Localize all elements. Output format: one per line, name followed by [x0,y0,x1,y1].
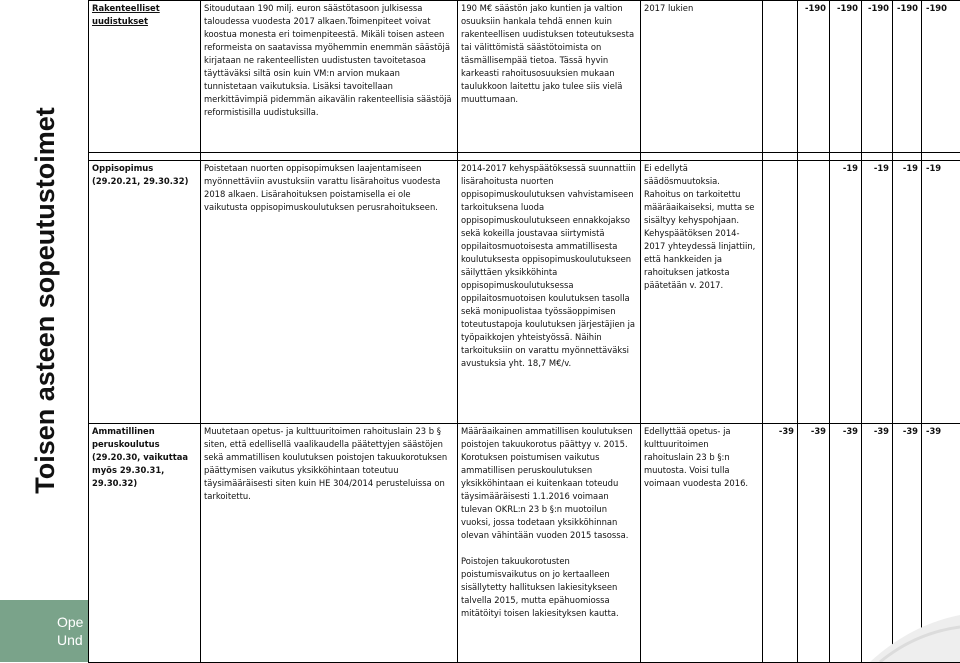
description-cell [201,161,458,424]
year-cell [763,1,798,153]
footer-text-line2: Und [57,632,83,648]
year-cell [830,424,862,663]
justification-cell [458,1,641,153]
year-value: -190 [896,2,918,15]
description-cell [201,1,458,153]
footer-text-line1: Ope [57,614,83,630]
year-value: -39 [833,425,858,438]
measure-name: Rakenteelliset uudistukset [92,2,197,28]
measure-cell [89,1,201,153]
year-value: -19 [926,162,960,175]
measure-cell [89,161,201,424]
side-heading [20,0,70,600]
year-cell [830,1,862,153]
year-cell [830,161,862,424]
year-cell [893,1,922,153]
justification-cell [458,424,641,663]
year-cell [922,161,960,424]
year-cell [798,424,830,663]
year-cell [798,1,830,153]
year-value: -190 [865,2,889,15]
legal-text: 2017 lukien [644,2,759,15]
legal-cell [641,424,763,663]
table-row [89,1,960,153]
measure-cell [89,424,201,663]
measure-name: Ammatillinen peruskoulutus (29.20.30, vaikuttaa myös 29.30.31, 29.30.32) [92,425,197,490]
year-cell [862,1,893,153]
measure-name: Oppisopimus (29.20.21, 29.30.32) [92,162,197,188]
description-text: Sitoudutaan 190 milj. euron säästötasoon julkisessa taloudessa vuodesta 2017 alkaen.Toimenpiteet voivat koostua monesta eri toimenpiteestä. Mikäli toisen asteen reformeista on saatavissa myöhemmin enemmän säästöjä kirjataan ne rakenteellisten uudistusten tavoitetasoa täyttäväksi siltä osin kuin VM:n arvion mukaan tunnistetaan vaikutuksia. Lisäksi tavoitellaan merkittävimpiä pidemmän aikavälin rakenteellisia säästöjä reformistisilla uudistuksilla. [204,2,454,119]
justification-text: 2014-2017 kehyspäätöksessä suunnattiin lisärahoitusta nuorten oppisopimuskoulutuksen vahvistamiseen tarkoituksena luoda oppisopimuskoulutukseen ennakkojakso sekä kokeilla joustavaa siirtymistä oppilaitosmuotoisesta ammatillisesta koulutuksesta oppisopimuskoulutukseen säilyttäen yksikköhinta oppisopimuskoulutuksessa oppilaitosmuotoisen koulutuksen tasolla sekä monipuolistaa työssäoppimisen toteutustapoja koulutuksen järjestäjien ja työpaikkojen yhteistyössä. Näihin tarkoituksiin on varattu myönnettäväksi avustuksia yht. 18,7 M€/v. [461,162,637,370]
year-cell [798,161,830,424]
justification-cell [458,161,641,424]
legal-cell [641,1,763,153]
footer-band [0,600,88,662]
year-cell [922,1,960,153]
year-value: -190 [801,2,826,15]
year-value: -19 [833,162,858,175]
year-cell [862,161,893,424]
year-cell [893,161,922,424]
year-value: -19 [865,162,889,175]
measures-table [88,0,960,663]
year-value: -39 [766,425,794,438]
year-value: -190 [833,2,858,15]
year-value: -39 [896,425,918,438]
year-value: -39 [801,425,826,438]
description-text: Poistetaan nuorten oppisopimuksen laajentamiseen myönnettäviin avustuksiin varattu lisärahoitus vuodesta 2018 alkaen. Lisärahoituksen poistamisella ei ole vaikutusta oppisopimuskoulutuksen perusrahoitukseen. [204,162,454,214]
year-value: -39 [926,425,960,438]
year-value: -39 [865,425,889,438]
corner-swoosh-decoration [870,585,960,662]
year-cell [763,161,798,424]
legal-cell [641,161,763,424]
side-heading-text: Toisen asteen sopeutustoimet [30,107,61,494]
year-cell [763,424,798,663]
table-row [89,161,960,424]
year-value: -19 [896,162,918,175]
legal-text: Ei edellytä säädösmuutoksia. Rahoitus on tarkoitettu määräaikaiseksi, mutta se sisältyy kehyspohjaan. Kehyspäätöksen 2014-2017 yhteydessä linjattiin, että hankkeiden ja rahoituksen jatkosta päätetään v. 2017. [644,162,759,292]
year-value: -190 [926,2,960,15]
description-text: Muutetaan opetus- ja kulttuuritoimen rahoituslain 23 b § siten, että edellisellä vaalikaudella päätettyjen säästöjen sekä ammatillisen koulutuksen poistojen takuukorotuksen päättymisen vaikutus yksikköhintaan toteutuu täysimääräisesti siten kuin HE 304/2014 perusteluissa on tarkoitettu. [204,425,454,503]
table-row [89,424,960,663]
justification-text: 190 M€ säästön jako kuntien ja valtion osuuksiin hankala tehdä ennen kuin rakenteellisen uudistuksen toteutuksesta tai välittömistä säästötoimista on täsmällisempää tietoa. Tässä hyvin karkeasti rahoitusosuuksien mukaan taulukkoon laitettu jako tulee siis vielä muuttumaan. [461,2,637,106]
description-cell [201,424,458,663]
row-separator [89,153,960,161]
justification-text: Määräaikainen ammatillisen koulutuksen poistojen takuukorotus päättyy v. 2015. Korotuksen poistumisen vaikutus ammatillisen peruskoulutuksen yksikköhintaan ei kuitenkaan toteudu täysimääräisesti 1.1.2016 voimaan tulevan OKRL:n 23 b §:n muotoilun vuoksi, jossa todetaan yksikköhinnan olevan vähintään vuoden 2015 tasossa. Poistojen takuukorotusten poistumisvaikutus on jo kertaalleen sisällytetty hallituksen lakiesitykseen talvella 2015, mutta epähuomiossa mitätöityi toisen lakiesityksen kautta. [461,425,637,620]
legal-text: Edellyttää opetus- ja kulttuuritoimen rahoituslain 23 b §:n muutosta. Voisi tulla voimaan vuodesta 2016. [644,425,759,490]
